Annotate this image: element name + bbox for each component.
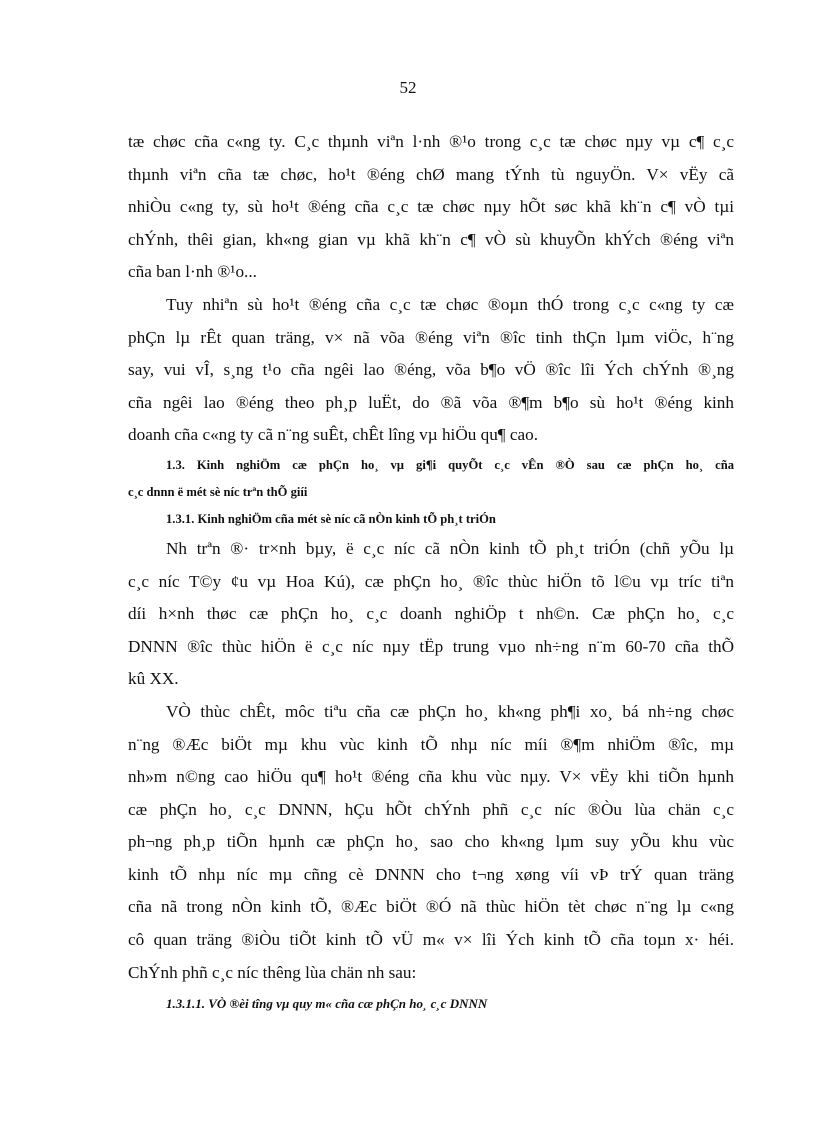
paragraph-4: [128, 696, 734, 989]
document-body: [128, 126, 734, 1019]
text-line: cña nã trong nÒn kinh tÕ, ®Æc biÖt ®Ó nã thùc hiÖn tèt chøc n¨ng lµ c«ng: [128, 897, 734, 917]
paragraph-3: [128, 533, 734, 696]
text-line: cña ban l·nh ®¹o...: [128, 262, 257, 282]
text-line: díi h×nh thøc cæ phÇn ho¸ c¸c doanh nghiÖp t nh©n. Cæ phÇn ho¸ c¸c: [128, 604, 734, 624]
text-line: cô quan träng ®iÒu tiÕt kinh tÕ vÜ m« v× lîi Ých kinh tÕ cña toµn x· héi.: [128, 930, 734, 950]
text-line: nh»m n©ng cao hiÖu qu¶ ho¹t ®éng cña khu vùc nµy. V× vËy khi tiÕn hµnh: [128, 767, 734, 787]
section-heading-1-3-1: 1.3.1. Kinh nghiÖm cña mét sè níc cã nÒn kinh tÕ ph¸t triÓn: [166, 511, 496, 526]
text-line: ph¬ng ph¸p tiÕn hµnh cæ phÇn ho¸ sao cho kh«ng lµm suy yÕu khu vùc: [128, 832, 734, 852]
text-line: kû XX.: [128, 669, 179, 689]
text-line: nhiÒu c«ng ty, sù ho¹t ®éng cña c¸c tæ chøc nµy hÕt søc khã kh¨n c¶ vÒ tµi: [128, 197, 734, 217]
heading-line: c¸c dnnn ë mét sè níc trªn thÕ giíi: [128, 484, 308, 499]
text-line: chÝnh, thêi gian, kh«ng gian vµ khã kh¨n c¶ vÒ sù khuyÕn khÝch ®éng viªn: [128, 229, 734, 249]
paragraph-2: [128, 289, 734, 452]
text-line: cæ phÇn ho¸ c¸c DNNN, hÇu hÕt chÝnh phñ c¸c níc ®Òu lùa chän c¸c: [128, 799, 734, 819]
text-line: say, vui vÎ, s¸ng t¹o cña ngêi lao ®éng, võa b¶o vÖ ®îc lîi Ých chÝnh ®¸ng: [128, 360, 734, 380]
text-line: thµnh viªn cña tæ chøc, ho¹t ®éng chØ mang tÝnh tù nguyÖn. V× vËy cã: [128, 164, 734, 184]
text-line: Nh trªn ®· tr×nh bµy, ë c¸c níc cã nÒn kinh tÕ ph¸t triÓn (chñ yÕu lµ: [166, 538, 734, 558]
text-line: kinh tÕ nhµ níc mµ cñng cè DNNN cho t¬ng xøng víi vÞ trÝ quan träng: [128, 864, 734, 884]
text-line: doanh cña c«ng ty cã n¨ng suÊt, chÊt lîng vµ hiÖu qu¶ cao.: [128, 425, 539, 445]
paragraph-1: [128, 126, 734, 289]
text-line: ChÝnh phñ c¸c níc thêng lùa chän nh sau:: [128, 962, 417, 982]
page-number: 52: [399, 78, 417, 97]
section-heading-1-3: [128, 452, 734, 506]
heading-line: 1.3. Kinh nghiÖm cæ phÇn ho¸ vµ gi¶i quyÕt c¸c vÊn ®Ò sau cæ phÇn ho¸ cña: [166, 457, 734, 472]
text-line: phÇn lµ rÊt quan träng, v× nã võa ®éng viªn ®îc tinh thÇn lµm viÖc, h¨ng: [128, 327, 734, 347]
text-line: DNNN ®îc thùc hiÖn ë c¸c níc nµy tËp trung vµo nh÷ng n¨m 60-70 cña thÕ: [128, 636, 734, 656]
text-line: c¸c níc T©y ¢u vµ Hoa Kú), cæ phÇn ho¸ ®îc thùc hiÖn tõ l©u vµ tríc tiªn: [128, 571, 734, 591]
text-line: n¨ng ®Æc biÖt mµ khu vùc kinh tÕ nhµ níc míi ®¶m nhiÖm ®îc, mµ: [128, 734, 734, 754]
section-heading-1-3-1-1: 1.3.1.1. VÒ ®èi tîng vµ quy m« cña cæ phÇn ho¸ c¸c DNNN: [166, 996, 488, 1012]
text-line: tæ chøc cña c«ng ty. C¸c thµnh viªn l·nh ®¹o trong c¸c tæ chøc nµy vµ c¶ c¸c: [128, 132, 734, 151]
text-line: VÒ thùc chÊt, môc tiªu cña cæ phÇn ho¸ kh«ng ph¶i xo¸ bá nh÷ng chøc: [166, 701, 734, 721]
text-line: cña ngêi lao ®éng theo ph¸p luËt, do ®ã võa ®¶m b¶o sù ho¹t ®éng kinh: [128, 392, 734, 412]
text-line: Tuy nhiªn sù ho¹t ®éng cña c¸c tæ chøc ®oµn thÓ trong c¸c c«ng ty cæ: [166, 294, 734, 314]
